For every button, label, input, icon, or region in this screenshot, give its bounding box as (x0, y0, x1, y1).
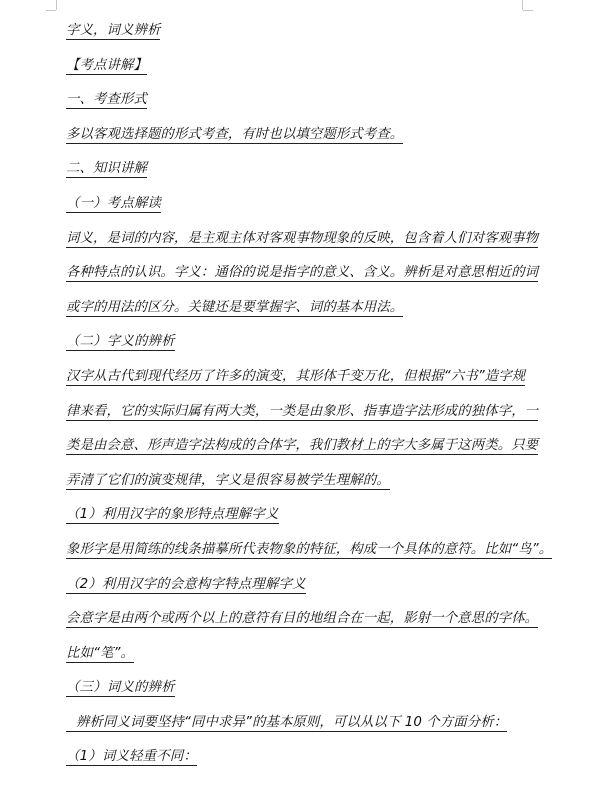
margin-corner-mark (46, 10, 56, 11)
subsection-heading: （1）利用汉字的象形特点理解字义 (66, 507, 279, 523)
paragraph-line: 象形字是用简练的线条描摹所代表物象的特征，构成一个具体的意符。比如“鸟”。 (66, 541, 553, 557)
margin-corner-mark (523, 10, 533, 11)
margin-corner-mark (56, 0, 57, 10)
paragraph-line: 各种特点的认识。字义：通俗的说是指字的意义、含义。辨析是对意思相近的词 (66, 265, 539, 281)
section-heading: 【考点讲解】 (66, 57, 147, 73)
subsection-heading: （2）利用汉字的会意构字特点理解字义 (66, 576, 306, 592)
paragraph-line: 汉字从古代到现代经历了许多的演变，其形体千变万化，但根据“六书”造字规 (66, 368, 526, 384)
paragraph-line: 词义，是词的内容，是主观主体对客观事物现象的反映，包含着人们对客观事物 (66, 230, 539, 246)
paragraph-line: 会意字是由两个或两个以上的意符有目的地组合在一起，影射一个意思的字体。 (66, 611, 539, 627)
subsection-heading: （二）字义的辨析 (66, 334, 175, 350)
paragraph-line: 辨析同义词要坚持“同中求异”的基本原则，可以从以下 10 个方面分析： (66, 710, 536, 745)
subsection-heading: （三）词义的辨析 (66, 680, 175, 696)
subsection-heading: （一）考点解读 (66, 195, 162, 211)
paragraph-line: 律来看，它的实际归属有两大类，一类是由象形、指事造字法形成的独体字，一 (66, 403, 539, 419)
margin-corner-mark (522, 0, 523, 10)
paragraph-line: 类是由会意、形声造字法构成的合体字，我们教材上的字大多属于这两类。只要 (66, 438, 539, 454)
paragraph-line: 弄清了它们的演变规律，字义是很容易被学生理解的。 (66, 472, 390, 488)
subsection-heading: （1）词义轻重不同： (66, 749, 198, 765)
document-body (66, 18, 553, 779)
doc-title: 字义，词义辨析 (66, 23, 161, 38)
paragraph-line: 比如“笔”。 (66, 645, 135, 661)
paragraph-line: 或字的用法的区分。关键还是要掌握字、词的基本用法。 (66, 299, 404, 315)
section-heading: 二、知识讲解 (66, 161, 147, 177)
paragraph-line: 多以客观选择题的形式考查，有时也以填空题形式考查。 (66, 126, 404, 142)
section-heading: 一、考查形式 (66, 92, 147, 108)
